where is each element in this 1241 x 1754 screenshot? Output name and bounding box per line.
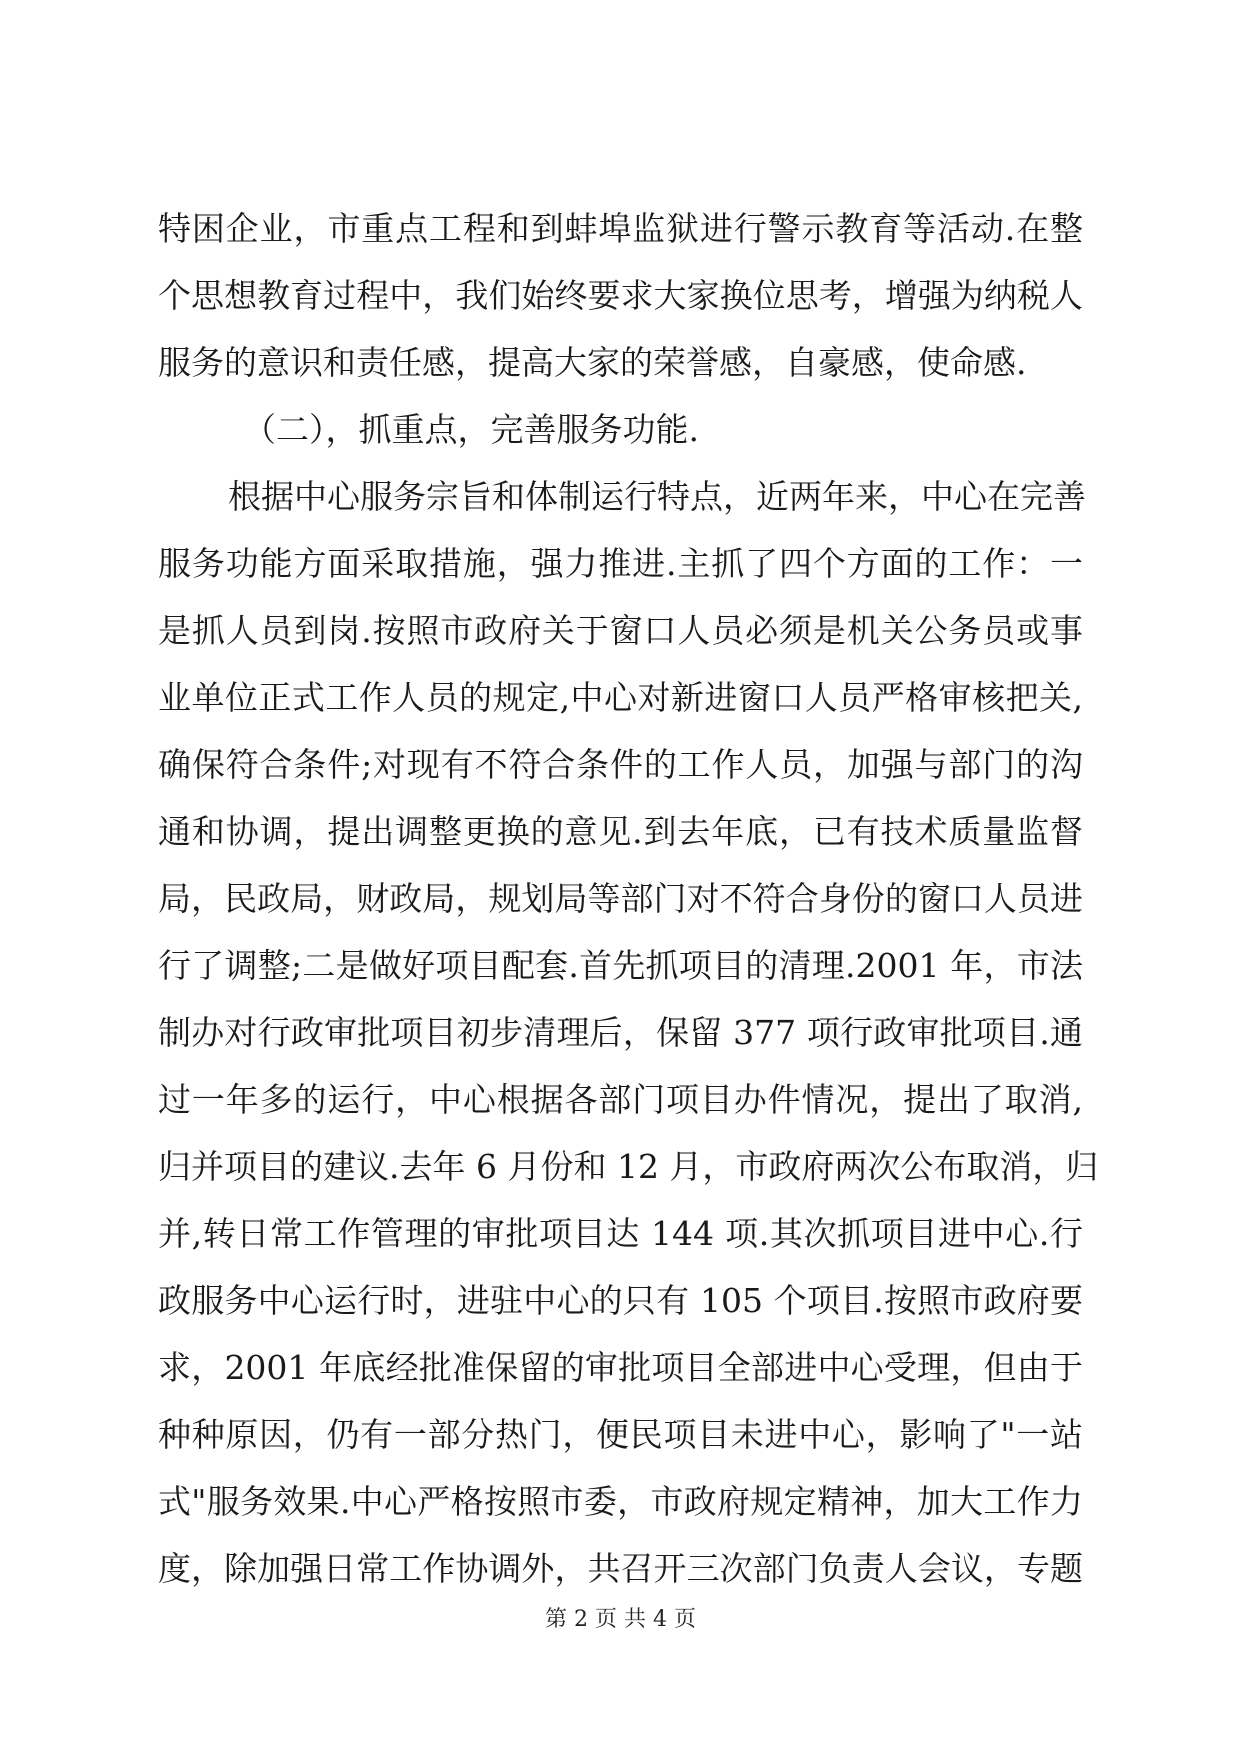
text-line: 种种原因，仍有一部分热门，便民项目未进中心，影响了"一站 xyxy=(158,1415,1083,1454)
document-body xyxy=(158,204,1099,1611)
text-line: 制办对行政审批项目初步清理后，保留 377 项行政审批项目.通 xyxy=(158,1013,1083,1052)
text-line: 归并项目的建议.去年 6 月份和 12 月，市政府两次公布取消，归 xyxy=(158,1147,1099,1186)
text-line: 政服务中心运行时，进驻中心的只有 105 个项目.按照市政府要 xyxy=(158,1281,1083,1320)
text-line: 业单位正式工作人员的规定,中心对新进窗口人员严格审核把关, xyxy=(158,678,1083,717)
text-line: 是抓人员到岗.按照市政府关于窗口人员必须是机关公务员或事 xyxy=(158,611,1083,650)
paragraph-first-line: 根据中心服务宗旨和体制运行特点，近两年来，中心在完善 xyxy=(228,477,1086,516)
text-line: 并,转日常工作管理的审批项目达 144 项.其次抓项目进中心.行 xyxy=(158,1214,1083,1253)
text-line: 服务功能方面采取措施，强力推进.主抓了四个方面的工作：一 xyxy=(158,544,1083,583)
text-line: 行了调整;二是做好项目配套.首先抓项目的清理.2001 年，市法 xyxy=(158,946,1083,985)
text-line: 服务的意识和责任感，提高大家的荣誉感，自豪感，使命感. xyxy=(158,343,1027,382)
text-line: 确保符合条件;对现有不符合条件的工作人员，加强与部门的沟 xyxy=(158,745,1083,784)
text-line: 式"服务效果.中心严格按照市委，市政府规定精神，加大工作力 xyxy=(158,1482,1083,1521)
text-line: 特困企业，市重点工程和到蚌埠监狱进行警示教育等活动.在整 xyxy=(158,209,1083,248)
section-heading: （二），抓重点，完善服务功能. xyxy=(243,410,699,449)
text-line: 个思想教育过程中，我们始终要求大家换位思考，增强为纳税人 xyxy=(158,276,1083,315)
text-line: 度，除加强日常工作协调外，共召开三次部门负责人会议，专题 xyxy=(158,1549,1083,1588)
page-number-footer: 第 2 页 共 4 页 xyxy=(545,1607,696,1632)
text-line: 求，2001 年底经批准保留的审批项目全部进中心受理，但由于 xyxy=(158,1348,1083,1387)
text-line: 过一年多的运行，中心根据各部门项目办件情况，提出了取消, xyxy=(158,1080,1083,1119)
text-line: 局，民政局，财政局，规划局等部门对不符合身份的窗口人员进 xyxy=(158,879,1083,918)
text-line: 通和协调，提出调整更换的意见.到去年底，已有技术质量监督 xyxy=(158,812,1083,851)
